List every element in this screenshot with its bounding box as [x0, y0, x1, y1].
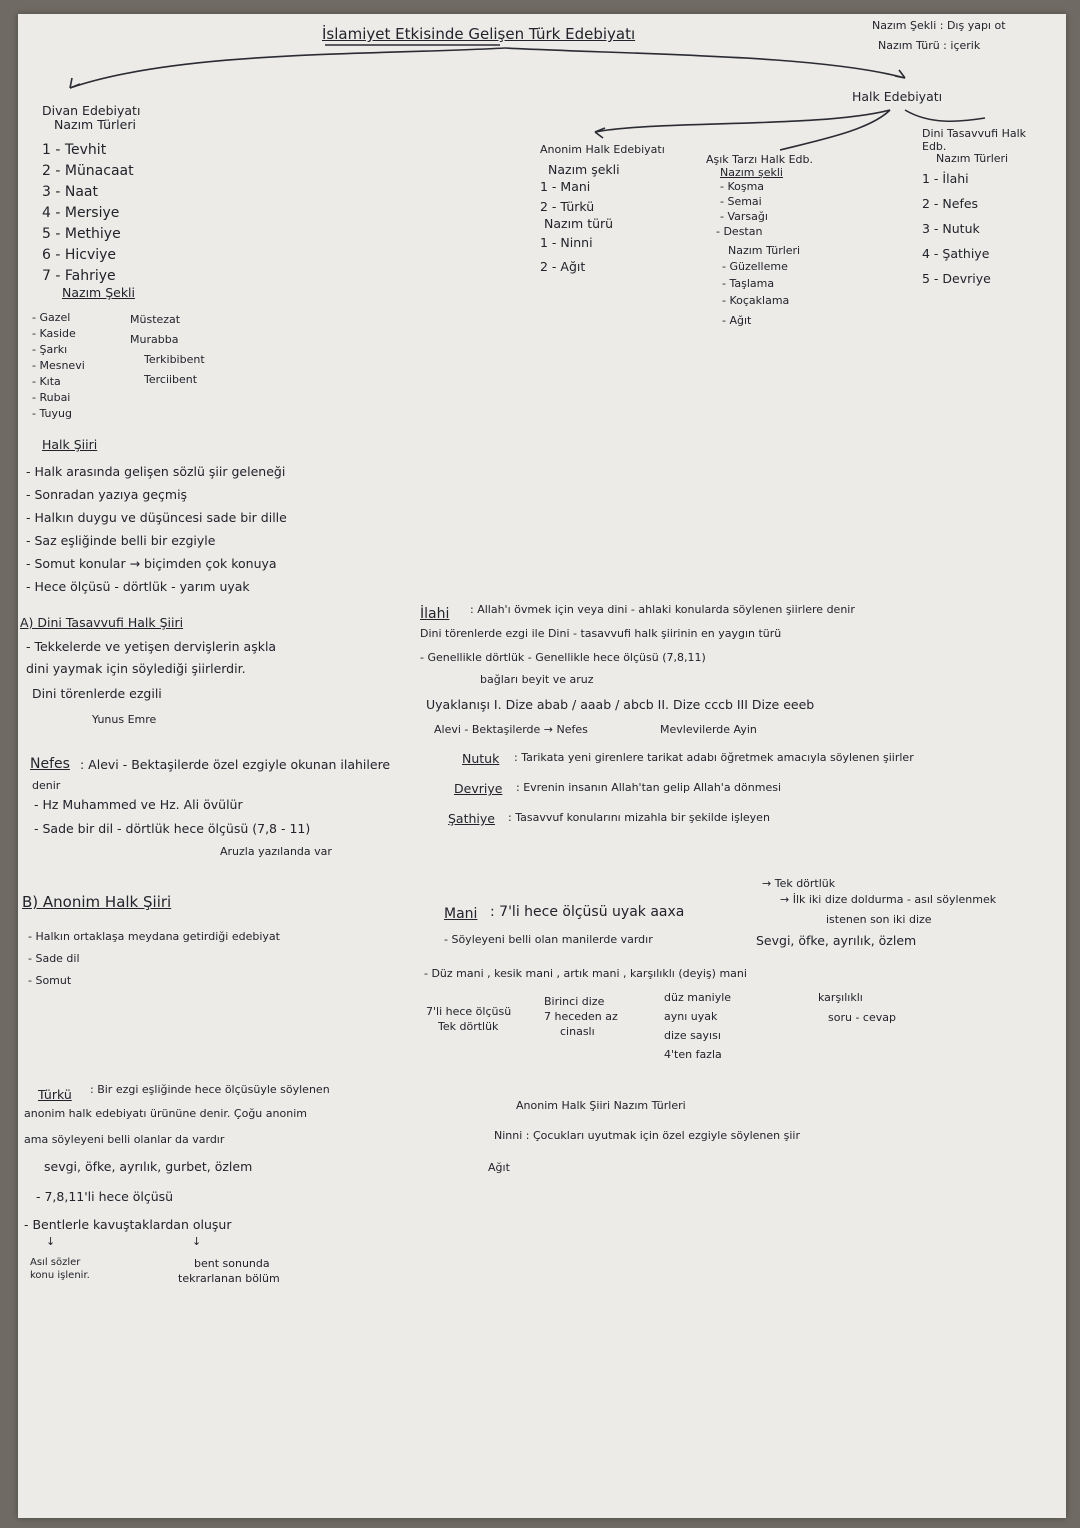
arrow-to-anonim	[595, 110, 890, 132]
turku-text4: sevgi, öfke, ayrılık, gurbet, özlem	[44, 1159, 253, 1174]
list-item: - Halk arasında gelişen sözlü şiir geleneği	[26, 464, 286, 479]
list-item: - Koşma	[720, 180, 765, 194]
list-item: - Rubai	[32, 391, 71, 404]
list-item: dize sayısı	[664, 1029, 721, 1042]
ilahi-mevlevi: Mevlevilerde Ayin	[660, 723, 757, 736]
list-item: - Tuyug	[32, 407, 72, 420]
dini-tasavvufi-example: Yunus Emre	[92, 713, 157, 726]
list-item: Dini törenlerde ezgili	[32, 686, 162, 701]
halk-siiri-title: Halk Şiiri	[42, 437, 98, 452]
anonim-siir-list	[28, 926, 280, 992]
mani-themes: Sevgi, öfke, ayrılık, özlem	[756, 933, 917, 948]
list-item: dini yaymak için söylediği şiirlerdir.	[26, 661, 246, 676]
mani-text2: - Söyleyeni belli olan manilerde vardır	[444, 933, 653, 946]
list-item: - Semai	[720, 195, 762, 209]
turku-down-arrow: ↓	[46, 1235, 56, 1248]
turku-text1: : Bir ezgi eşliğinde hece ölçüsüyle söylenen	[90, 1083, 330, 1096]
sathiye-text: : Tasavvuf konularını mizahla bir şekilde işleyen	[508, 811, 770, 824]
mani-side2: istenen son iki dize	[826, 913, 932, 926]
list-item: - Kaside	[32, 327, 76, 340]
list-item: - Koçaklama	[722, 293, 790, 307]
turku-text3: ama söyleyeni belli olanlar da vardır	[24, 1133, 225, 1146]
ilahi-text1: : Allah'ı övmek için veya dini - ahlaki konularda söylenen şiirlere denir	[470, 603, 855, 616]
halk-title: Halk Edebiyatı	[852, 89, 943, 104]
list-item: konu işlenir.	[30, 1270, 90, 1281]
list-item: - Hece ölçüsü - dörtlük - yarım uyak	[26, 579, 250, 594]
list-item: cinaslı	[560, 1025, 595, 1038]
arrow-to-asik	[780, 110, 890, 150]
anonim-type-title: Nazım türü	[544, 216, 614, 232]
list-item: karşılıklı	[818, 991, 863, 1004]
divan-subtitle: Nazım Türleri	[54, 117, 136, 133]
turku-text2: anonim halk edebiyatı ürününe denir. Çoğu anonim	[24, 1107, 307, 1120]
nefes-note: Aruzla yazılanda var	[220, 845, 332, 858]
list-item: - Somut	[28, 974, 72, 987]
list-item: - Sade dil	[28, 952, 80, 965]
list-item: - Ağıt	[722, 313, 752, 327]
devriye-label: Devriye	[454, 781, 503, 796]
list-item: Asıl sözler	[30, 1257, 81, 1268]
header-note-type: Nazım Türü : içerik	[878, 39, 981, 52]
divan-forms-title: Nazım Şekli	[62, 285, 136, 300]
anonim-turler-title: Anonim Halk Şiiri Nazım Türleri	[516, 1099, 686, 1112]
sathiye-label: Şathiye	[448, 811, 495, 826]
list-item: - Sonradan yazıya geçmiş	[26, 487, 188, 502]
nutuk-label: Nutuk	[462, 751, 500, 766]
list-item: - Halkın ortaklaşa meydana getirdiği edebiyat	[28, 930, 280, 943]
list-item: 7'li hece ölçüsü	[426, 1005, 512, 1018]
turku-label: Türkü	[38, 1087, 72, 1102]
turku-kavustak	[178, 1256, 280, 1286]
anonim-siir-title: B) Anonim Halk Şiiri	[22, 893, 172, 911]
mani-arrow-note: → Tek dörtlük	[762, 877, 836, 890]
mani-side: → İlk iki dize doldurma - asıl söylenmek	[780, 893, 997, 906]
list-item: Terciibent	[144, 373, 198, 386]
ilahi-text4: bağları beyit ve aruz	[480, 673, 594, 686]
list-item: - Varsağı	[720, 210, 768, 224]
list-item: 7 heceden az	[544, 1010, 618, 1023]
turku-text6: - Bentlerle kavuştaklardan oluşur	[24, 1217, 232, 1232]
dini-subtitle: Nazım Türleri	[936, 152, 1009, 166]
mani-kinds: - Düz mani , kesik mani , artık mani , karşılıklı (deyiş) mani	[424, 967, 747, 980]
list-item: - Gazel	[32, 311, 71, 324]
nefes-text: : Alevi - Bektaşilerde özel ezgiyle okunan ilahilere	[80, 757, 391, 772]
list-item: - Somut konular → biçimden çok konuya	[26, 556, 277, 571]
list-item: 6 - Hicviye	[42, 247, 117, 263]
dini-tasavvufi-title: A) Dini Tasavvufi Halk Şiiri	[20, 615, 184, 630]
list-item: 4'ten fazla	[664, 1048, 722, 1061]
page-title: İslamiyet Etkisinde Gelişen Türk Edebiyatı	[322, 25, 636, 43]
mani-duz	[426, 1004, 511, 1034]
list-item: - Destan	[716, 225, 763, 239]
list-item: - Tekkelerde ve yetişen dervişlerin aşkla	[26, 639, 277, 654]
asik-column	[706, 154, 813, 333]
list-item: 4 - Mersiye	[42, 205, 120, 221]
list-item: - Halkın duygu ve düşüncesi sade bir dille	[26, 510, 287, 525]
list-item: düz maniyle	[664, 991, 732, 1004]
list-item: 2 - Türkü	[540, 199, 595, 215]
turku-down-arrow: ↓	[192, 1235, 202, 1248]
mani-karsilikli	[818, 988, 896, 1028]
list-item: 7 - Fahriye	[42, 268, 116, 284]
list-item: Birinci dize	[544, 995, 605, 1008]
halk-siiri-list	[26, 460, 287, 598]
dini-title: Dini Tasavvufi Halk Edb.	[922, 127, 1027, 153]
nutuk-text: : Tarikata yeni girenlere tarikat adabı öğretmek amacıyla söylenen şiirler	[514, 751, 914, 764]
list-item: 2 - Ağıt	[540, 259, 586, 275]
list-item: soru - cevap	[828, 1011, 896, 1024]
dini-column	[922, 128, 1042, 291]
list-item: Tek dörtlük	[438, 1020, 499, 1033]
ninni-text: Ninni : Çocukları uyutmak için özel ezgiyle söylenen şiir	[494, 1129, 800, 1142]
nefes-text2: denir	[32, 779, 61, 792]
list-item: 5 - Methiye	[42, 226, 121, 242]
list-item: Müstezat	[130, 313, 181, 326]
anonim-form-title: Nazım şekli	[548, 161, 620, 177]
list-item: tekrarlanan bölüm	[178, 1272, 280, 1285]
turku-bent	[30, 1256, 90, 1282]
turku-text5: - 7,8,11'li hece ölçüsü	[36, 1189, 174, 1204]
mani-label: Mani	[444, 906, 478, 922]
asik-type-title: Nazım Türleri	[728, 244, 801, 258]
list-item: - Taşlama	[722, 276, 775, 290]
mani-text: : 7'li hece ölçüsü uyak aaxa	[490, 904, 685, 920]
list-item: - Güzelleme	[722, 259, 788, 273]
anonim-title: Anonim Halk Edebiyatı	[540, 143, 665, 156]
arrow-to-halk	[505, 48, 905, 78]
list-item: - Şarkı	[32, 343, 68, 356]
list-item: - Mesnevi	[32, 359, 85, 372]
list-item: - Saz eşliğinde belli bir ezgiyle	[26, 533, 216, 548]
devriye-text: : Evrenin insanın Allah'tan gelip Allah'a dönmesi	[516, 781, 782, 794]
ilahi-uyak: Uyaklanışı I. Dize abab / aaab / abcb II. Dize cccb III Dize eeeb	[426, 697, 815, 712]
divan-types-list	[42, 140, 134, 287]
list-item: 3 - Naat	[42, 184, 98, 200]
ilahi-text2: Dini törenlerde ezgi ile Dini - tasavvufi halk şiirinin en yaygın türü	[420, 627, 782, 640]
nefes-item: - Hz Muhammed ve Hz. Ali övülür	[34, 797, 243, 812]
arrow-to-divan	[70, 48, 505, 88]
list-item: 2 - Nefes	[922, 195, 979, 211]
list-item: 4 - Şathiye	[922, 245, 990, 261]
list-item: 2 - Münacaat	[42, 163, 134, 179]
list-item: 1 - İlahi	[922, 170, 969, 186]
divan-title: Divan Edebiyatı	[42, 103, 141, 118]
anonim-column	[540, 144, 665, 279]
arrow-to-dini	[905, 110, 985, 121]
list-item: Terkibibent	[144, 353, 205, 366]
agit-text: Ağıt	[488, 1161, 510, 1174]
asik-title: Aşık Tarzı Halk Edb.	[706, 153, 814, 166]
divan-forms-col2	[130, 310, 205, 390]
ilahi-label: İlahi	[420, 606, 450, 622]
list-item: aynı uyak	[664, 1010, 718, 1023]
divan-forms-col1	[32, 310, 85, 422]
list-item: - Kıta	[32, 375, 61, 388]
list-item: Murabba	[130, 333, 179, 346]
nefes-item: - Sade bir dil - dörtlük hece ölçüsü (7,8 - 11)	[34, 821, 311, 836]
list-item: 1 - Tevhit	[42, 142, 107, 158]
list-item: 1 - Ninni	[540, 235, 593, 251]
mani-kesik	[544, 994, 618, 1039]
mani-artik	[664, 988, 731, 1064]
ilahi-alevi: Alevi - Bektaşilerde → Nefes	[434, 723, 588, 736]
list-item: 1 - Mani	[540, 179, 591, 195]
asik-form-title: Nazım şekli	[720, 165, 783, 179]
divan-section	[42, 104, 140, 133]
list-item: 5 - Devriye	[922, 270, 991, 286]
dini-tasavvufi-list	[26, 636, 276, 708]
list-item: 3 - Nutuk	[922, 220, 980, 236]
ilahi-text3: - Genellikle dörtlük - Genellikle hece ölçüsü (7,8,11)	[420, 651, 706, 664]
list-item: bent sonunda	[194, 1257, 270, 1270]
header-note-form: Nazım Şekli : Dış yapı ot	[872, 19, 1006, 32]
nefes-label: Nefes	[30, 756, 70, 772]
